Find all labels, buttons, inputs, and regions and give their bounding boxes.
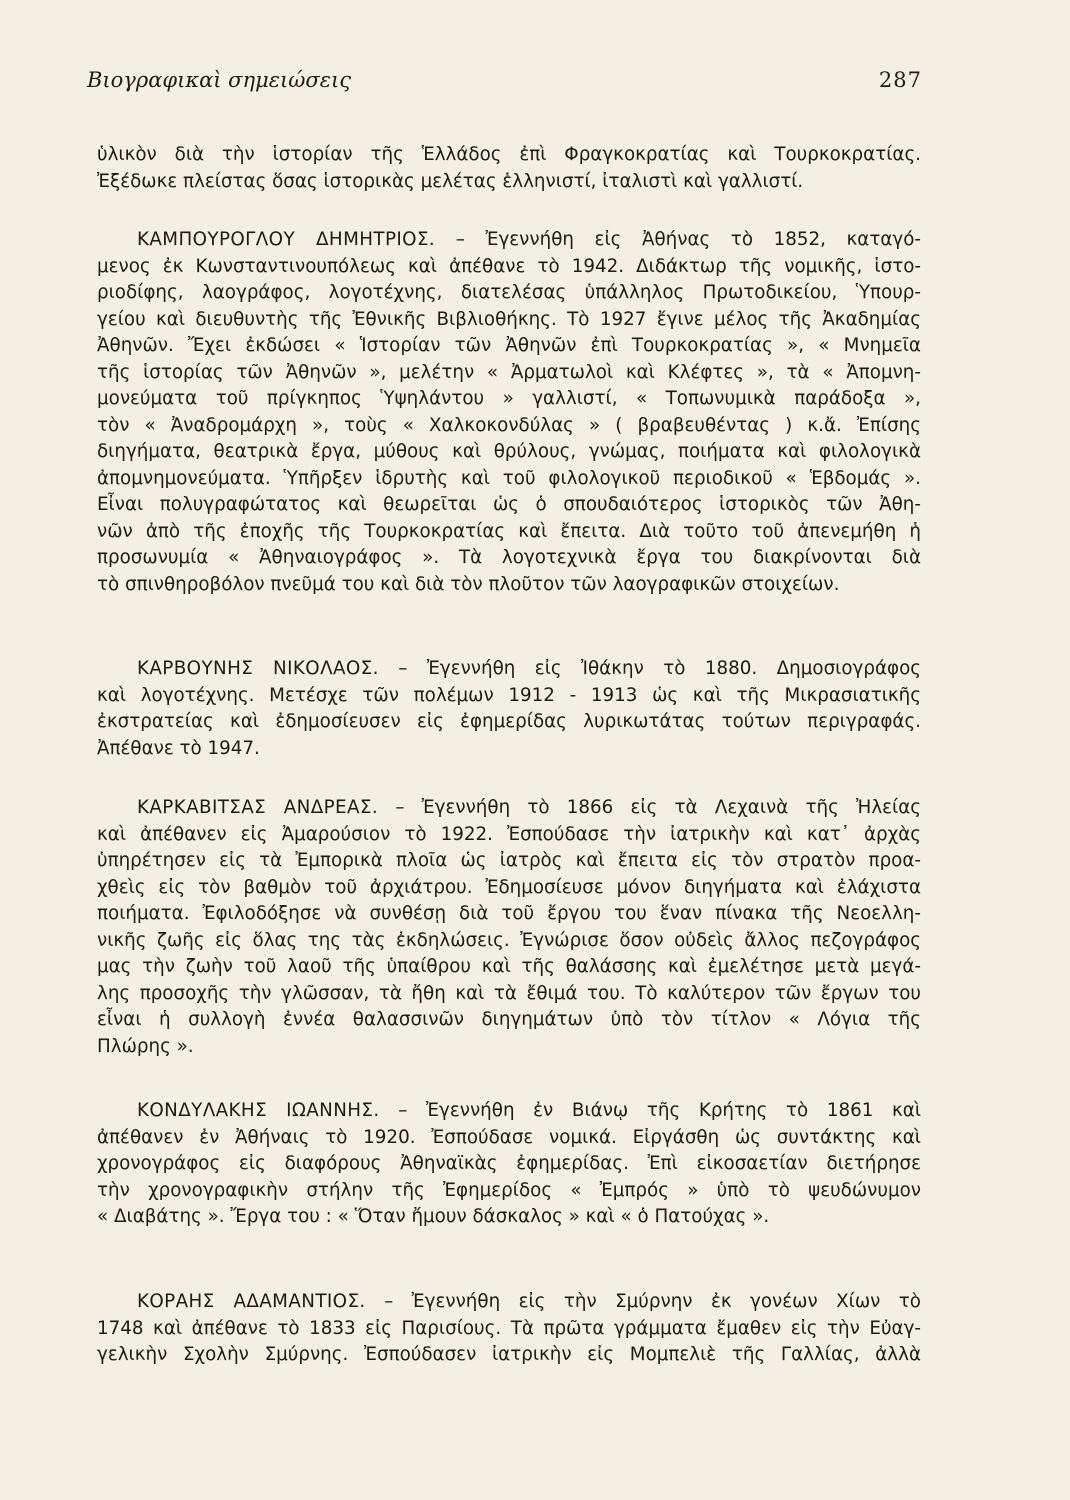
text-line: καὶ λογοτέχνης. Μετέσχε τῶν πολέμων 1912 - 1913 ὡς καὶ τῆς Μικρασιατικῆς bbox=[97, 684, 921, 706]
entry-first-text: – Ἐγεννήθη εἰς τὴν Σμύρνην ἐκ γονέων Χίων τὸ bbox=[384, 1291, 921, 1312]
text-line: ριοδίφης, λαογράφος, λογοτέχνης, διατελέσας ὑπάλληλος Πρωτοδικείου, Ὑπουρ- bbox=[97, 282, 921, 303]
text-line: 1748 καὶ ἀπέθανε τὸ 1833 εἰς Παρισίους. Τὰ πρῶτα γράμματα ἔμαθεν εἰς τὴν Εὐαγ- bbox=[97, 1317, 921, 1339]
running-header bbox=[87, 68, 922, 100]
text-line: « Διαβάτης ». Ἔργα του : « Ὅταν ἤμουν δάσκαλος » καὶ « ὁ Πατούχας ». bbox=[97, 1206, 770, 1227]
running-title: Βιογραφικαὶ σημειώσεις bbox=[87, 68, 351, 92]
text-line: νικῆς ζωῆς εἰς ὅλας της τὰς ἐκδηλώσεις. Ἐγνώρισε ὅσον οὐδεὶς ἄλλος πεζογράφος bbox=[97, 929, 921, 951]
entry-first-line bbox=[97, 1289, 921, 1316]
entry-korais bbox=[97, 1289, 921, 1369]
text-line: ποιήματα. Ἐφιλοδόξησε νὰ συνθέσῃ διὰ τοῦ ἔργου του ἕναν πίνακα τῆς Νεοελλη- bbox=[97, 903, 921, 924]
intro-paragraph bbox=[97, 142, 921, 195]
text-line: τὸ σπινθηροβόλον πνεῦμά του καὶ διὰ τὸν πλοῦτον τῶν λαογραφικῶν στοιχείων. bbox=[97, 573, 840, 595]
text-line: γείου καὶ διευθυντὴς τῆς Ἐθνικῆς Βιβλιοθήκης. Τὸ 1927 ἔγινε μέλος τῆς Ἀκαδημίας bbox=[97, 308, 921, 330]
text-line: εἶναι ἡ συλλογὴ ἐννέα θαλασσινῶν διηγημάτων ὑπὸ τὸν τίτλον « Λόγια τῆς bbox=[97, 1009, 921, 1030]
entry-name: ΚΑΡΚΑΒΙΤΣΑΣ ΑΝΔΡΕΑΣ. bbox=[137, 797, 379, 818]
text-line: ἀπομνημονεύματα. Ὑπῆρξεν ἱδρυτὴς καὶ τοῦ φιλολογικοῦ περιοδικοῦ « Ἑβδομάς ». bbox=[97, 467, 921, 489]
text-line: τὸν « Ἀναδρομάρχη », τοὺς « Χαλκοκονδύλας » ( βραβευθέντας ) κ.ἄ. Ἐπίσης bbox=[97, 414, 921, 436]
text-line: διηγήματα, θεατρικὰ ἔργα, μύθους καὶ θρύλους, γνώμας, ποιήματα καὶ φιλολογικὰ bbox=[97, 441, 921, 462]
text-line: Ἀθηνῶν. Ἔχει ἐκδώσει « Ἱστορίαν τῶν Ἀθηνῶν ἐπὶ Τουρκοκρατίας », « Μνημεῖα bbox=[97, 335, 921, 356]
entry-kondylakis bbox=[97, 1098, 921, 1231]
text-line: μονεύματα τοῦ πρίγκηπος Ὑψηλάντου » γαλλιστί, « Τοπωνυμικὰ παράδοξα », bbox=[97, 388, 921, 409]
page-number: 287 bbox=[878, 68, 922, 92]
text-line: νῶν ἀπὸ τῆς ἐποχῆς τῆς Τουρκοκρατίας καὶ ἔπειτα. Διὰ τοῦτο τοῦ ἀπενεμήθη ἡ bbox=[97, 520, 921, 542]
text-line: Ἀπέθανε τὸ 1947. bbox=[97, 737, 260, 759]
text-line: τὴν χρονογραφικὴν στήλην τῆς Ἐφημερίδος « Ἐμπρός » ὑπὸ τὸ ψευδώνυμον bbox=[97, 1179, 921, 1201]
text-line: λης προσοχῆς τὴν γλῶσσαν, τὰ ἤθη καὶ τὰ ἔθιμά του. Τὸ καλύτερον τῶν ἔργων του bbox=[97, 982, 921, 1004]
entry-first-line bbox=[97, 656, 921, 683]
entry-first-text: – Ἐγεννήθη εἰς Ἰθάκην τὸ 1880. Δημοσιογράφος bbox=[398, 658, 921, 679]
text-line: προσωνυμία « Ἀθηναιογράφος ». Τὰ λογοτεχνικὰ ἔργα του διακρίνονται διὰ bbox=[97, 547, 921, 568]
entry-first-text: – Ἐγεννήθη τὸ 1866 εἰς τὰ Λεχαινὰ τῆς Ἠλείας bbox=[395, 797, 921, 818]
text-line: ὑλικὸν διὰ τὴν ἱστορίαν τῆς Ἑλλάδος ἐπὶ Φραγκοκρατίας καὶ Τουρκοκρατίας. bbox=[97, 144, 921, 165]
entry-karvounis bbox=[97, 656, 921, 762]
text-line: Πλώρης ». bbox=[97, 1035, 194, 1057]
text-line: χθεὶς εἰς τὸν βαθμὸν τοῦ ἀρχιάτρου. Ἐδημοσίευσε μόνον διηγήματα καὶ ἐλάχιστα bbox=[97, 876, 921, 898]
text-line: ἐκστρατείας καὶ ἐδημοσίευσεν εἰς ἐφημερίδας λυρικωτάτας τούτων περιγραφάς. bbox=[97, 711, 921, 732]
entry-first-text: – Ἐγεννήθη ἐν Βιάνῳ τῆς Κρήτης τὸ 1861 καὶ bbox=[398, 1100, 921, 1121]
text-line: ὑπηρέτησεν εἰς τὰ Ἐμπορικὰ πλοῖα ὡς ἰατρὸς καὶ ἔπειτα εἰς τὸν στρατὸν προα- bbox=[97, 850, 921, 871]
entry-first-line bbox=[97, 227, 921, 254]
text-line: τῆς ἱστορίας τῶν Ἀθηνῶν », μελέτην « Ἀρματωλοὶ καὶ Κλέφτες », τὰ « Ἀπομνη- bbox=[97, 361, 921, 383]
entry-name: ΚΟΝΔΥΛΑΚΗΣ ΙΩΑΝΝΗΣ. bbox=[137, 1100, 380, 1121]
entry-first-line bbox=[97, 1098, 921, 1125]
entry-name: ΚΑΜΠΟΥΡΟΓΛΟΥ ΔΗΜΗΤΡΙΟΣ. bbox=[137, 229, 436, 250]
text-line: χρονογράφος εἰς διαφόρους Ἀθηναϊκὰς ἐφημερίδας. Ἐπὶ εἰκοσαετίαν διετήρησε bbox=[97, 1153, 921, 1174]
text-line: ἀπέθανεν ἐν Ἀθήναις τὸ 1920. Ἐσπούδασε νομικά. Εἰργάσθη ὡς συντάκτης καὶ bbox=[97, 1126, 921, 1148]
entry-kambouroglou bbox=[97, 227, 921, 598]
entry-name: ΚΑΡΒΟΥΝΗΣ ΝΙΚΟΛΑΟΣ. bbox=[137, 658, 379, 679]
entry-first-line bbox=[97, 795, 921, 822]
entry-karkavitsas bbox=[97, 795, 921, 1060]
text-line: γελικὴν Σχολὴν Σμύρνης. Ἐσπούδασεν ἰατρικὴν εἰς Μομπελιὲ τῆς Γαλλίας, ἀλλὰ bbox=[97, 1344, 921, 1365]
text-line: μας τὴν ζωὴν τοῦ λαοῦ τῆς ὑπαίθρου καὶ τῆς θαλάσσης καὶ ἐμελέτησε μετὰ μεγά- bbox=[97, 956, 921, 977]
text-line: μενος ἐκ Κωνσταντινουπόλεως καὶ ἀπέθανε τὸ 1942. Διδάκτωρ τῆς νομικῆς, ἱστο- bbox=[97, 255, 921, 277]
text-line: Ἐξέδωκε πλείστας ὅσας ἱστορικὰς μελέτας ἑλληνιστί, ἰταλιστὶ καὶ γαλλιστί. bbox=[97, 170, 804, 192]
text-line: καὶ ἀπέθανεν εἰς Ἀμαρούσιον τὸ 1922. Ἐσπούδασε τὴν ἰατρικὴν καὶ κατ᾽ ἀρχὰς bbox=[97, 823, 921, 845]
text-line: Εἶναι πολυγραφώτατος καὶ θεωρεῖται ὡς ὁ σπουδαιότερος ἱστορικὸς τῶν Ἀθη- bbox=[97, 494, 921, 515]
entry-first-text: – Ἐγεννήθη εἰς Ἀθήνας τὸ 1852, καταγό- bbox=[455, 229, 921, 250]
entry-name: ΚΟΡΑΗΣ ΑΔΑΜΑΝΤΙΟΣ. bbox=[137, 1291, 366, 1312]
